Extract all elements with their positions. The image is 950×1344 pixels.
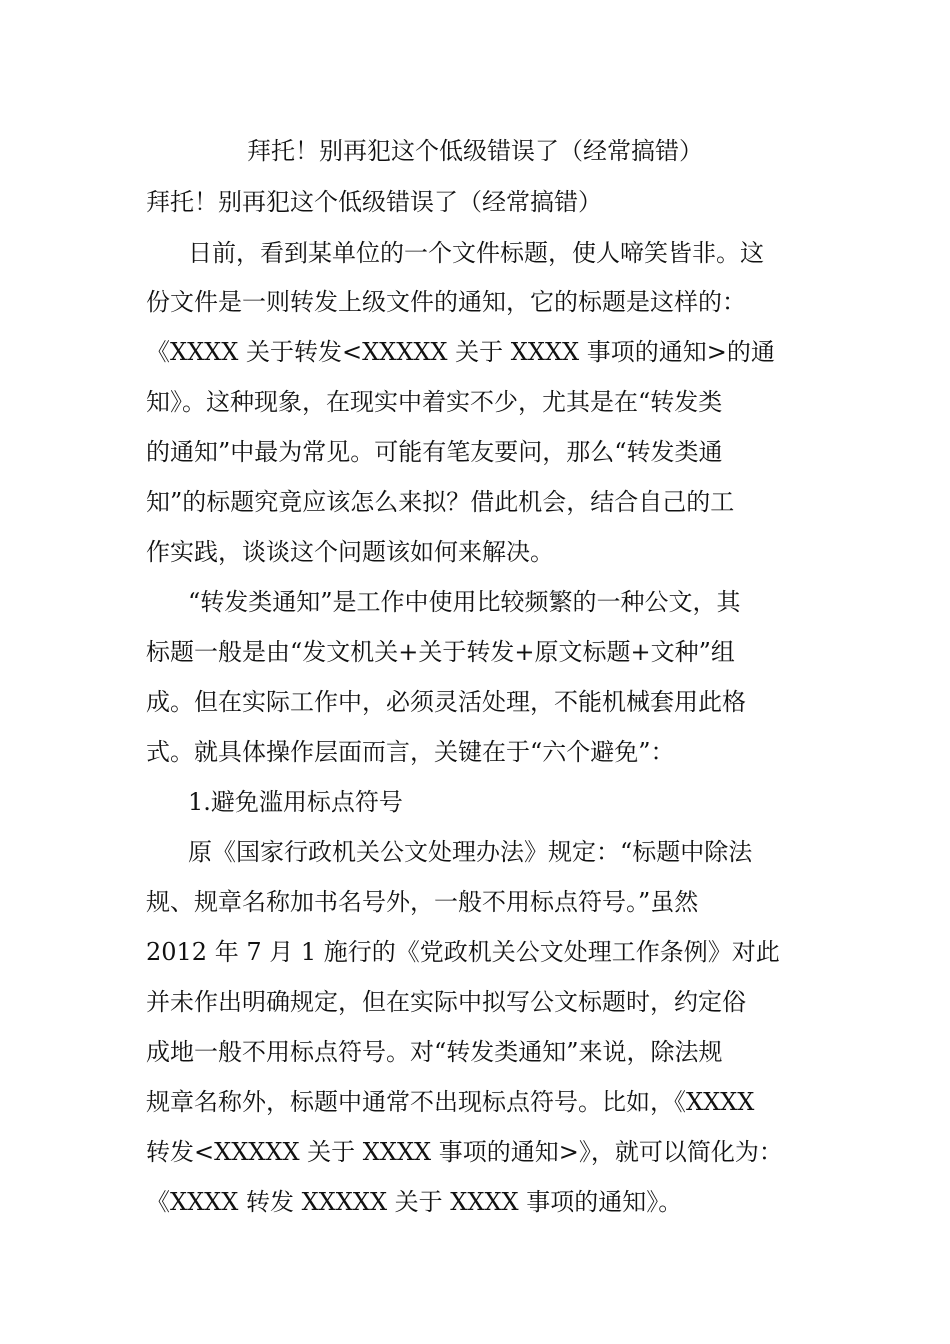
paragraph-1-line-5: 的通知”中最为常见。可能有笔友要问，那么“转发类通 bbox=[146, 438, 723, 466]
section-heading-1: 1.避免滥用标点符号 bbox=[188, 788, 403, 816]
paragraph-1-line-3: 《XXXX 关于转发<XXXXX 关于 XXXX 事项的通知>的通 bbox=[146, 338, 775, 366]
document-title: 拜托！别再犯这个低级错误了（经常搞错） bbox=[247, 137, 703, 165]
paragraph-3-line-1: 原《国家行政机关公文处理办法》规定：“标题中除法 bbox=[188, 838, 753, 866]
paragraph-3-line-5: 成地一般不用标点符号。对“转发类通知”来说，除法规 bbox=[146, 1038, 723, 1066]
paragraph-1-line-1: 日前，看到某单位的一个文件标题，使人啼笑皆非。这 bbox=[188, 239, 764, 267]
paragraph-2-line-3: 成。但在实际工作中，必须灵活处理，不能机械套用此格 bbox=[146, 688, 746, 716]
paragraph-3-line-3: 2012 年 7 月 1 施行的《党政机关公文处理工作条例》对此 bbox=[146, 938, 780, 966]
paragraph-3-line-2: 规、规章名称加书名号外，一般不用标点符号。”虽然 bbox=[146, 888, 699, 916]
document-subtitle: 拜托！别再犯这个低级错误了（经常搞错） bbox=[146, 188, 602, 216]
paragraph-1-line-4: 知》。这种现象，在现实中着实不少，尤其是在“转发类 bbox=[146, 388, 723, 416]
paragraph-3-line-8: 《XXXX 转发 XXXXX 关于 XXXX 事项的通知》。 bbox=[146, 1188, 683, 1216]
paragraph-3-line-7: 转发<XXXXX 关于 XXXX 事项的通知>》，就可以简化为： bbox=[146, 1138, 783, 1166]
paragraph-2-line-1: “转发类通知”是工作中使用比较频繁的一种公文，其 bbox=[188, 588, 741, 616]
paragraph-1-line-7: 作实践，谈谈这个问题该如何来解决。 bbox=[146, 538, 554, 566]
paragraph-2-line-4: 式。就具体操作层面而言，关键在于“六个避免”： bbox=[146, 738, 675, 766]
paragraph-3-line-4: 并未作出明确规定，但在实际中拟写公文标题时，约定俗 bbox=[146, 988, 746, 1016]
paragraph-1-line-6: 知”的标题究竟应该怎么来拟？借此机会，结合自己的工 bbox=[146, 488, 735, 516]
paragraph-2-line-2: 标题一般是由“发文机关+关于转发+原文标题+文种”组 bbox=[146, 638, 735, 666]
paragraph-1-line-2: 份文件是一则转发上级文件的通知，它的标题是这样的： bbox=[146, 288, 746, 316]
paragraph-3-line-6: 规章名称外，标题中通常不出现标点符号。比如，《XXXX bbox=[146, 1088, 755, 1116]
